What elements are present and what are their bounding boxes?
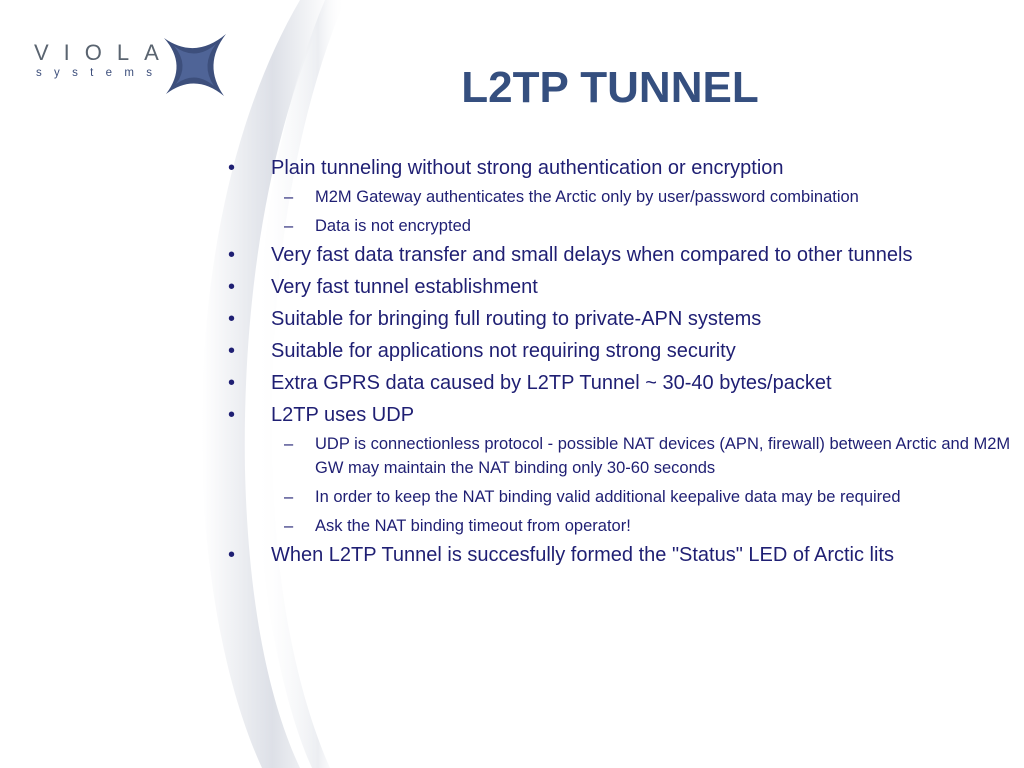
sub-bullet-item	[228, 485, 1014, 509]
bullet-marker: •	[228, 244, 236, 266]
bullet-marker: •	[228, 276, 236, 298]
viola-systems-logo	[34, 30, 234, 100]
bullet-marker: •	[228, 157, 236, 179]
dash-marker: –	[284, 217, 294, 235]
bullet-item	[228, 403, 1014, 427]
bullet-item	[228, 307, 1014, 331]
sub-bullet-text: M2M Gateway authenticates the Arctic only by user/password combination	[315, 188, 859, 206]
bullet-text: Suitable for bringing full routing to private-APN systems	[271, 308, 762, 330]
bullet-text: Very fast tunnel establishment	[271, 276, 538, 298]
sub-bullet-text: Data is not encrypted	[315, 217, 471, 235]
bullet-item	[228, 275, 1014, 299]
sub-bullet-item	[228, 432, 1014, 480]
logo-x-mark-icon	[162, 32, 228, 98]
bullet-marker: •	[228, 340, 236, 362]
bullet-item	[228, 543, 1014, 567]
bullet-item	[228, 339, 1014, 363]
bullet-text: When L2TP Tunnel is succesfully formed the "Status" LED of Arctic lits	[271, 544, 894, 566]
bullet-marker: •	[228, 308, 236, 330]
sub-bullet-item	[228, 514, 1014, 538]
bullet-marker: •	[228, 404, 236, 426]
sub-bullet-text: In order to keep the NAT binding valid additional keepalive data may be required	[315, 488, 901, 506]
sub-bullet-text: Ask the NAT binding timeout from operator!	[315, 517, 631, 535]
sub-bullet-item	[228, 214, 1014, 238]
sub-bullet-text: UDP is connectionless protocol - possible NAT devices (APN, firewall) between Arctic and M2M GW may maintain the NAT binding only 30-60 seconds	[315, 435, 1011, 477]
sub-bullet-item	[228, 185, 1014, 209]
dash-marker: –	[284, 488, 294, 506]
bullet-item	[228, 156, 1014, 180]
bullet-text: Plain tunneling without strong authentication or encryption	[271, 157, 784, 179]
logo-subtext: systems	[36, 67, 165, 79]
bullet-item	[228, 243, 1014, 267]
bullet-item	[228, 371, 1014, 395]
bullet-list	[228, 156, 1014, 575]
bullet-text: Extra GPRS data caused by L2TP Tunnel ~ 30-40 bytes/packet	[271, 372, 832, 394]
dash-marker: –	[284, 517, 294, 535]
bullet-text: Very fast data transfer and small delays when compared to other tunnels	[271, 244, 913, 266]
logo-wordmark: VIOLA	[34, 40, 174, 65]
bullet-marker: •	[228, 372, 236, 394]
dash-marker: –	[284, 188, 294, 206]
dash-marker: –	[284, 435, 294, 453]
bullet-text: L2TP uses UDP	[271, 404, 415, 426]
slide-title: L2TP TUNNEL	[461, 63, 759, 112]
bullet-text: Suitable for applications not requiring strong security	[271, 340, 736, 362]
bullet-marker: •	[228, 544, 236, 566]
